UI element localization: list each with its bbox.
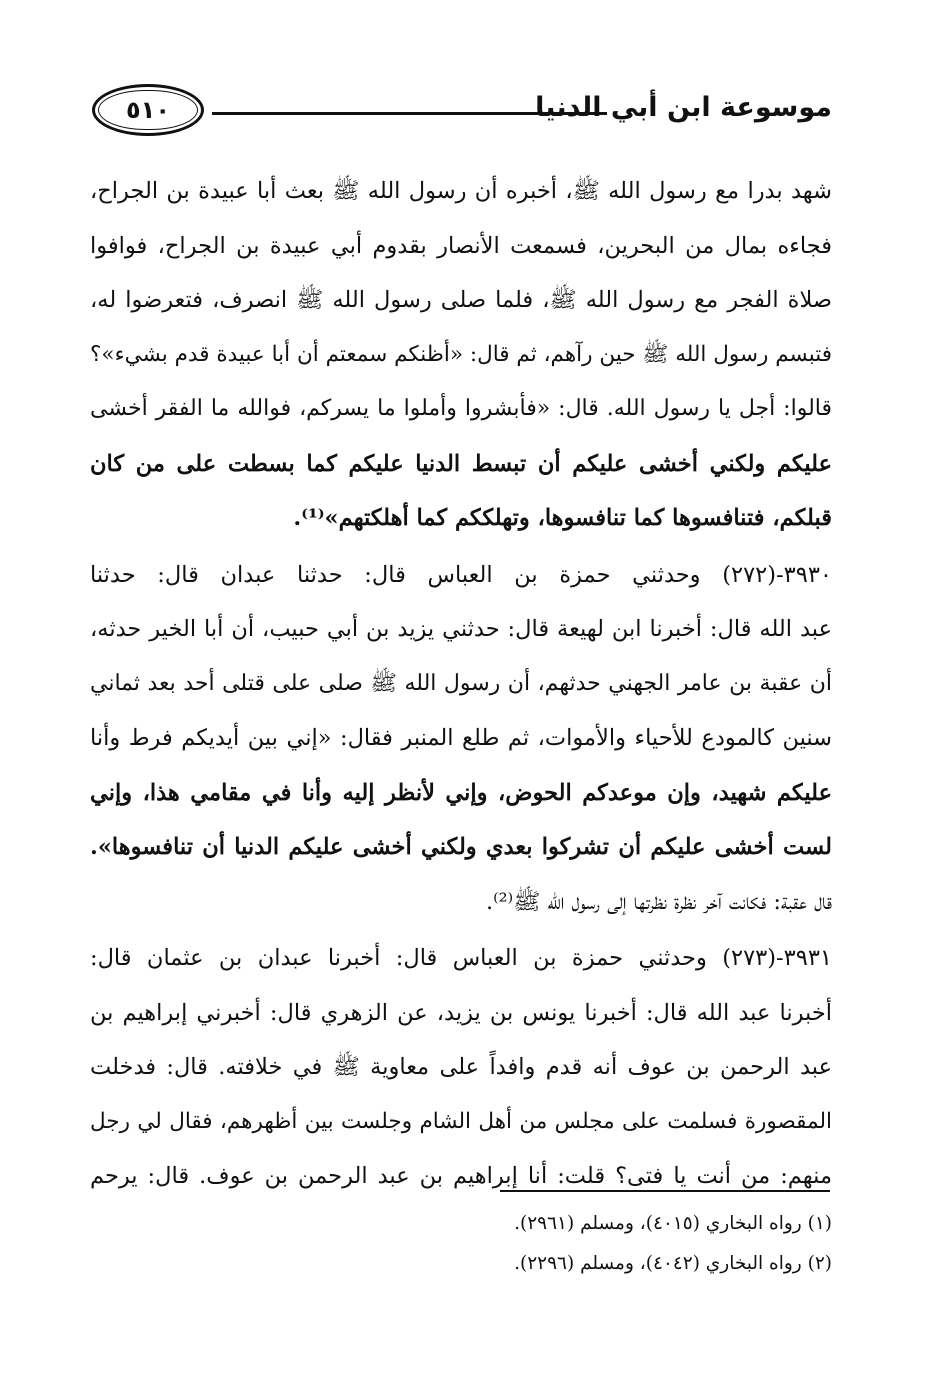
text-line: عليكم ولكني أخشى عليكم أن تبسط الدنيا عليكم كما بسطت على من كان bbox=[90, 450, 832, 477]
text-line: شهد بدرا مع رسول الله ﷺ، أخبره أن رسول الله ﷺ بعث أبا عبيدة بن الجراح، bbox=[90, 178, 832, 204]
text-line: قبلكم، فتنافسوها كما تنافسوها، وتهلككم كما أهلكتهم»⁽¹⁾. bbox=[293, 505, 832, 531]
page-header bbox=[82, 82, 832, 152]
footnotes bbox=[90, 1204, 832, 1284]
page-number-frame bbox=[92, 84, 204, 136]
text-line: عبد الله قال: أخبرنا ابن لهيعة قال: حدثني يزيد بن أبي حبيب، أن أبا الخير حدثه، bbox=[90, 616, 832, 642]
text-line: فتبسم رسول الله ﷺ حين رآهم، ثم قال: «أظنكم سمعتم أن أبا عبيدة قدم بشيء»؟ bbox=[90, 341, 832, 367]
header-rule bbox=[212, 112, 607, 115]
text-line: سنين كالمودع للأحياء والأموات، ثم طلع المنبر فقال: «إني بين أيديكم فرط وأنا bbox=[90, 725, 832, 751]
hadith-number-line: ٣٩٣٠-(٢٧٢) وحدثني حمزة بن العباس قال: حدثنا عبدان قال: حدثنا bbox=[90, 561, 832, 588]
text-line: قال عقبة: فكانت آخر نظرة نظرتها إلى رسول الله ﷺ⁽²⁾. bbox=[485, 888, 832, 915]
page-number: ٥١٠ bbox=[126, 96, 170, 124]
text-line: أن عقبة بن عامر الجهني حدثهم، أن رسول الله ﷺ صلى على قتلى أحد بعد ثماني bbox=[90, 670, 832, 696]
text-line: عليكم شهيد، وإن موعدكم الحوض، وإني لأنظر إليه وأنا في مقامي هذا، وإني bbox=[90, 779, 832, 806]
hadith-number-line: ٣٩٣١-(٢٧٣) وحدثني حمزة بن العباس قال: أخبرنا عبدان بن عثمان قال: bbox=[90, 945, 832, 971]
text-line: لست أخشى عليكم أن تشركوا بعدي ولكني أخشى عليكم الدنيا أن تنافسوها». bbox=[90, 834, 832, 860]
text-line: قالوا: أجل يا رسول الله. قال: «فأبشروا وأملوا ما يسركم، فوالله ما الفقر أخشى bbox=[90, 396, 832, 421]
footnote-1: (١) رواه البخاري (٤٠١٥)، ومسلم (٢٩٦١). bbox=[514, 1213, 832, 1234]
text-line: المقصورة فسلمت على مجلس من أهل الشام وجلست بين أظهرهم، فقال لي رجل bbox=[90, 1108, 832, 1134]
text-line: فجاءه بمال من البحرين، فسمعت الأنصار بقدوم أبي عبيدة بن الجراح، فوافوا bbox=[90, 232, 832, 259]
body-text bbox=[90, 164, 832, 1204]
book-title: موسوعة ابن أبي الدنيا bbox=[535, 92, 832, 123]
footnote-2: (٢) رواه البخاري (٤٠٤٢)، ومسلم (٢٢٩٦). bbox=[514, 1253, 832, 1274]
text-line: أخبرنا عبد الله قال: أخبرنا يونس بن يزيد، عن الزهري قال: أخبرني إبراهيم بن bbox=[90, 999, 832, 1026]
text-line: منهم: من أنت يا فتى؟ قلت: أنا إبراهيم بن عبد الرحمن بن عوف. قال: يرحم bbox=[90, 1163, 832, 1189]
footnote-rule bbox=[500, 1190, 830, 1192]
text-line: صلاة الفجر مع رسول الله ﷺ، فلما صلى رسول الله ﷺ انصرف، فتعرضوا له، bbox=[90, 287, 832, 313]
text-line: عبد الرحمن بن عوف أنه قدم وافداً على معاوية ﷺ في خلافته. قال: فدخلت bbox=[90, 1054, 832, 1080]
